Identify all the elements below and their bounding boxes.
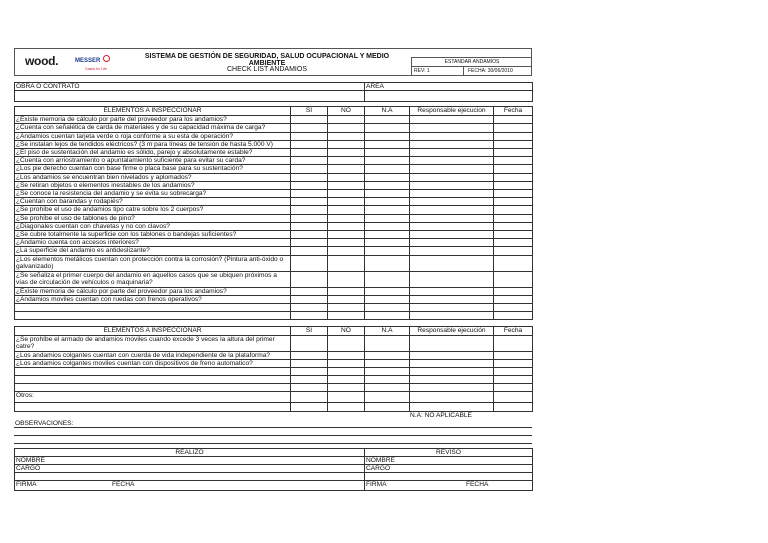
na-note: N.A: NO APLICABLE	[410, 412, 472, 420]
table-row	[15, 376, 533, 384]
table-row: ¿Diagonales cuentan con chavetas y no con clavos?	[15, 222, 533, 230]
reviso-nombre[interactable]: NOMBRE	[365, 457, 533, 465]
observations-table	[14, 412, 532, 443]
reviso-firma-row[interactable]	[365, 481, 533, 491]
standard-label: ESTANDAR ANDAMIOS	[412, 58, 532, 67]
col-fecha: Fecha	[494, 107, 533, 116]
col-responsable: Responsable ejecucion	[410, 107, 494, 116]
col-fecha: Fecha	[494, 327, 533, 336]
messer-tagline: Gases for Life	[85, 67, 107, 71]
table-row: ¿Andamios cuentan tarjeta verde o roja conforme a su esta de operación?	[15, 132, 533, 140]
table-header-row	[15, 327, 533, 336]
obra-label: OBRA O CONTRATO	[15, 83, 365, 91]
table-row: ¿La superficie del andamio es antideslizante?	[15, 247, 533, 255]
blank-row	[15, 403, 533, 412]
area-label: AREA	[365, 83, 533, 91]
realizo-firma-row[interactable]	[15, 481, 365, 491]
table-row: ¿Se prohíbe el uso de andamios tipo catre sobre los 2 cuerpos?	[15, 206, 533, 214]
realizo-firma-label: FIRMA	[16, 481, 37, 489]
table-row: ¿Andamio cuenta con accesos interiores?	[15, 239, 533, 247]
table-row: ¿Se instalan lejos de tendidos eléctricos? (3 m para líneas de tensión de hasta 5.000 V)	[15, 140, 533, 148]
otros-label: Otros:	[15, 392, 291, 403]
table-row: ¿Los andamios colgantes moviles cuentan con dispositivos de freno automatico?	[15, 360, 533, 368]
obra-field[interactable]	[15, 91, 365, 102]
document-subtitle: CHECK LIST ANDAMIOS	[226, 66, 307, 73]
table-row: ¿Cuentan con barandas y rodapiés?	[15, 198, 533, 206]
col-elementos: ELEMENTOS A INSPECCIONAR	[15, 327, 291, 336]
table-row: ¿Cuenta con arriostramiento o apuntalamiento suficiente para evitar su carda?	[15, 157, 533, 165]
company-logos	[17, 51, 123, 73]
table-row: ¿Cuenta con señalética de carda de materiales y de su capacidad máxima de carga?	[15, 124, 533, 132]
contract-info-table	[14, 82, 533, 102]
col-no: NO	[328, 327, 365, 336]
reviso-cargo[interactable]: CARGO	[365, 465, 533, 473]
observaciones-label: OBSERVACIONES:	[14, 420, 532, 428]
table-row: ¿Se prohíbe el armado de andamios moviles cuando excede 3 veces la altura del primer catre?	[15, 336, 533, 352]
col-no: NO	[328, 107, 365, 116]
table-row: ¿Andamios moviles cuentan con ruedas con frenos operativos?	[15, 295, 533, 303]
col-responsable: Responsable ejecución	[410, 327, 494, 336]
realizo-cargo[interactable]: CARGO	[15, 465, 365, 473]
reviso-label: REVISO	[365, 448, 533, 456]
table-row: ¿Existe memoria de cálculo por parte del proveedor para los andamios?	[15, 116, 533, 124]
realizo-fecha-label: FECHA	[112, 481, 135, 489]
table-row: ¿Se prohíbe el uso de tablones de pino?	[15, 214, 533, 222]
realizo-nombre[interactable]: NOMBRE	[15, 457, 365, 465]
table-header-row	[15, 107, 533, 116]
table-row	[15, 304, 533, 312]
col-na: N.A	[365, 107, 410, 116]
table-row	[15, 312, 533, 320]
inspection-table-1	[14, 106, 533, 320]
area-field[interactable]	[365, 91, 533, 102]
table-row: ¿Se señaliza el primer cuerpo del andamio en aquellos casos que se ubiquen próximos a vías de circulación de vehículos o maquinaria?	[15, 271, 533, 287]
observaciones-line-1[interactable]	[14, 427, 532, 435]
checklist-sheet	[14, 48, 532, 491]
document-header	[14, 48, 532, 76]
table-row: ¿Se retiran objetos o elementos inestables de los andamios?	[15, 181, 533, 189]
table-row	[15, 384, 533, 392]
signatures-table	[14, 448, 533, 492]
col-na: N.A	[365, 327, 410, 336]
messer-logo: MESSER	[75, 58, 101, 64]
document-title: SISTEMA DE GESTIÓN DE SEGURIDAD, SALUD OCUPACIONAL Y MEDIO AMBIENTE	[144, 53, 390, 67]
table-row	[15, 368, 533, 376]
realizo-label: REALIZO	[15, 448, 365, 456]
revision-box	[411, 57, 532, 76]
messer-logo-mark-icon	[103, 55, 110, 62]
table-row: ¿Se cubre totalmente la superficie con los tablones o bandejas suficientes?	[15, 231, 533, 239]
otros-row	[15, 392, 533, 403]
observaciones-line-2[interactable]	[14, 435, 532, 443]
col-si: SI	[291, 327, 328, 336]
col-elementos: ELEMENTOS A INSPECCIONAR	[15, 107, 291, 116]
table-row: ¿Los pie derecho cuentan con base firme o placa base para su sustentación?	[15, 165, 533, 173]
table-row: ¿Los andamios se encuentran bien nivelados y aplomados?	[15, 173, 533, 181]
table-row: ¿Se conoce la resistencia del andamio y se evita su sobrecarga?	[15, 190, 533, 198]
wood-logo: wood.	[25, 54, 59, 68]
table-row: ¿Los andamios colgantes cuentan con cuerda de vida independiente de la plataforma?	[15, 352, 533, 360]
reviso-fecha-label: FECHA	[466, 481, 489, 489]
table-row: ¿El piso de sustentación del andamio es sólido, parejo y absolutamente estable?	[15, 149, 533, 157]
revision-label: REV: 1	[412, 67, 464, 76]
table-row: ¿Existe memoria de cálculo por parte del proveedor para los andamios?	[15, 287, 533, 295]
table-row: ¿Los elementos metálicos cuentan con protección contra la corrosión? (Pintura anti-óxido o galvanizado)	[15, 255, 533, 271]
reviso-firma-label: FIRMA	[366, 481, 387, 489]
date-label: FECHA: 30/06/2010	[468, 68, 513, 74]
col-si: SI	[291, 107, 328, 116]
inspection-table-2	[14, 326, 533, 412]
